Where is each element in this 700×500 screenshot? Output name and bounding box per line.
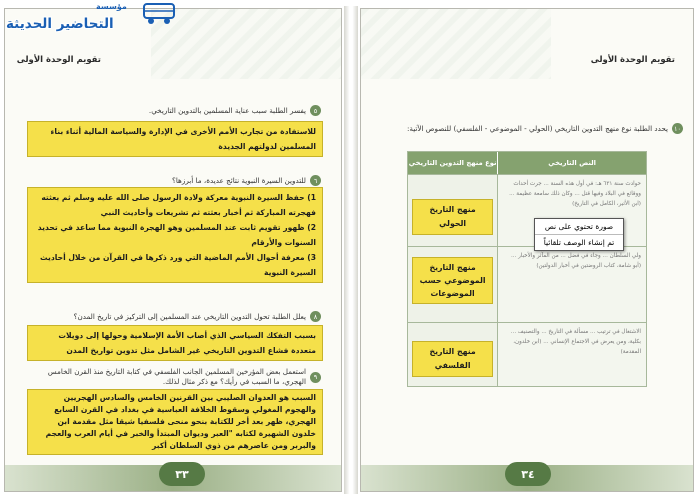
image-description-popup xyxy=(534,218,624,251)
question-9 xyxy=(31,367,321,387)
question-10 xyxy=(407,123,683,134)
question-number-badge: ٦ xyxy=(310,175,321,186)
question-text: يعلل الطلبة تحول التدوين التاريخي عند المسلمين إلى التركيز في تاريخ المدن؟ xyxy=(73,312,306,321)
question-text: يفسر الطلبة سبب عناية المسلمين بالتدوين التاريخي. xyxy=(148,106,306,115)
answer-6 xyxy=(27,187,323,283)
answer-5: للاستفادة من تجارب الأمم الأخرى في الإدارة والسياسة المالية أثناء بناء المسلمين لدولتهم الجديدة xyxy=(27,121,323,157)
watermark-title: التحاضير الحديثة xyxy=(6,16,114,32)
table-cell-text: ولي السلطان ... وجاء في فضل ... من المآثر والأخبار ... (أبو شامة، كتاب الروضتين في أخبار الدولتين) xyxy=(497,247,646,322)
popup-item[interactable]: صورة تحتوي على نص xyxy=(544,222,614,231)
table-row xyxy=(408,322,646,386)
answer-9: السبب هو العدوان الصليبي بين القرنين الخامس والسادس الهجريين والهجوم المغولي وسقوط الخلافة العباسية في بغداد في القرن السابع الهجري، ظهر بعد أخر للكتابة بنحو منحى فلسفيا شيقا مثل مقدمة ابن خلدون الشهيرة لكتابه "العبر وديوان المبتدأ والخبر في أيام العرب والعجم والبربر ومن عاصرهم من ذوي السلطان أكبر xyxy=(27,389,323,455)
table-cell-type xyxy=(408,247,497,322)
right-page xyxy=(360,8,694,492)
page-ornament xyxy=(361,9,551,79)
answer-6-item-3: 3) معرفة أحوال الأمم الماضية التي ورد ذكرها في القرآن من خلال أحاديث السيرة النبوية xyxy=(39,253,316,277)
question-text: استعمل بعض المؤرخين المسلمين الجانب الفلسفي في كتابة التاريخ منذ القرن الخامس الهجري، ما السبب في رأيك؟ مع ذكر مثال لذلك. xyxy=(47,367,306,386)
column-header-type: نوع منهج التدوين التاريخي xyxy=(408,159,497,167)
question-text: للتدوين السيرة النبوية نتائج عديدة، ما أبرزها؟ xyxy=(172,176,306,185)
answer-box: منهج التاريخ الموضوعي حسب الموضوعات xyxy=(412,257,493,304)
watermark-subtitle: مؤسسة xyxy=(96,2,127,11)
left-page xyxy=(4,8,342,492)
answer-6-item-2: 2) ظهور تقويم ثابت عند المسلمين وهو الهجرة النبوية مما ساعد في تحديد السنوات والأرقام xyxy=(37,223,316,247)
answer-8: بسبب التفكك السياسي الذي أصاب الأمة الإسلامية وحولها إلى دويلات متعددة فشاع التدوين التاريخي غير الشامل مثل تدوين تواريخ المدن xyxy=(27,325,323,361)
page-header: تقويم الوحدة الأولى xyxy=(590,55,675,65)
answer-6-item-1: 1) حفظ السيرة النبوية معركة ولادة الرسول صلى الله عليه وسلم ثم بعثته فهجرته المباركة ثم أخبار بعثته ثم تشريعات وأحاديث النبي xyxy=(41,193,316,217)
watermark-logo xyxy=(0,0,190,42)
question-text: يحدد الطلبة نوع منهج التدوين التاريخي (الحولي - الموضوعي - الفلسفي) للنصوص الآتية: xyxy=(406,124,668,133)
popup-item[interactable]: تم إنشاء الوصف تلقائياً xyxy=(535,234,623,250)
history-method-table xyxy=(407,151,647,387)
bus-icon xyxy=(140,0,180,26)
question-number-badge: ٥ xyxy=(310,105,321,116)
page-number: ٣٤ xyxy=(505,462,551,486)
table-cell-text: الاشتغال في ترتيب ... مسألة في التاريخ ... والتصنيف ... بكلية، ومن يعرض في الاجتماع الإنساني ... (ابن خلدون، المقدمة) xyxy=(497,323,646,386)
question-number-badge: ٩ xyxy=(310,372,321,383)
question-8 xyxy=(74,311,321,322)
answer-box: منهج التاريخ الفلسفي xyxy=(412,341,493,377)
question-number-badge: ٨ xyxy=(310,311,321,322)
question-5 xyxy=(149,105,321,116)
answer-box: منهج التاريخ الحولي xyxy=(412,199,493,235)
table-cell-text: حوادث سنة ٦٣١ هـ: في أول هذه السنة ... جرت أحداث ووقائع في البلاد وفيها قتل ... وكان ذلك سامعة عظيمة ... (ابن الأثير، الكامل في التاريخ) xyxy=(497,175,646,246)
page-number: ٣٣ xyxy=(159,462,205,486)
question-number-badge: ١٠ xyxy=(672,123,683,134)
table-header xyxy=(408,152,646,174)
page-header: تقويم الوحدة الأولى xyxy=(16,55,101,65)
table-row xyxy=(408,246,646,322)
question-6 xyxy=(172,175,321,186)
table-cell-type xyxy=(408,175,497,246)
column-header-text: النص التاريخي xyxy=(497,152,646,174)
book-spine xyxy=(344,6,358,494)
table-cell-type xyxy=(408,323,497,386)
